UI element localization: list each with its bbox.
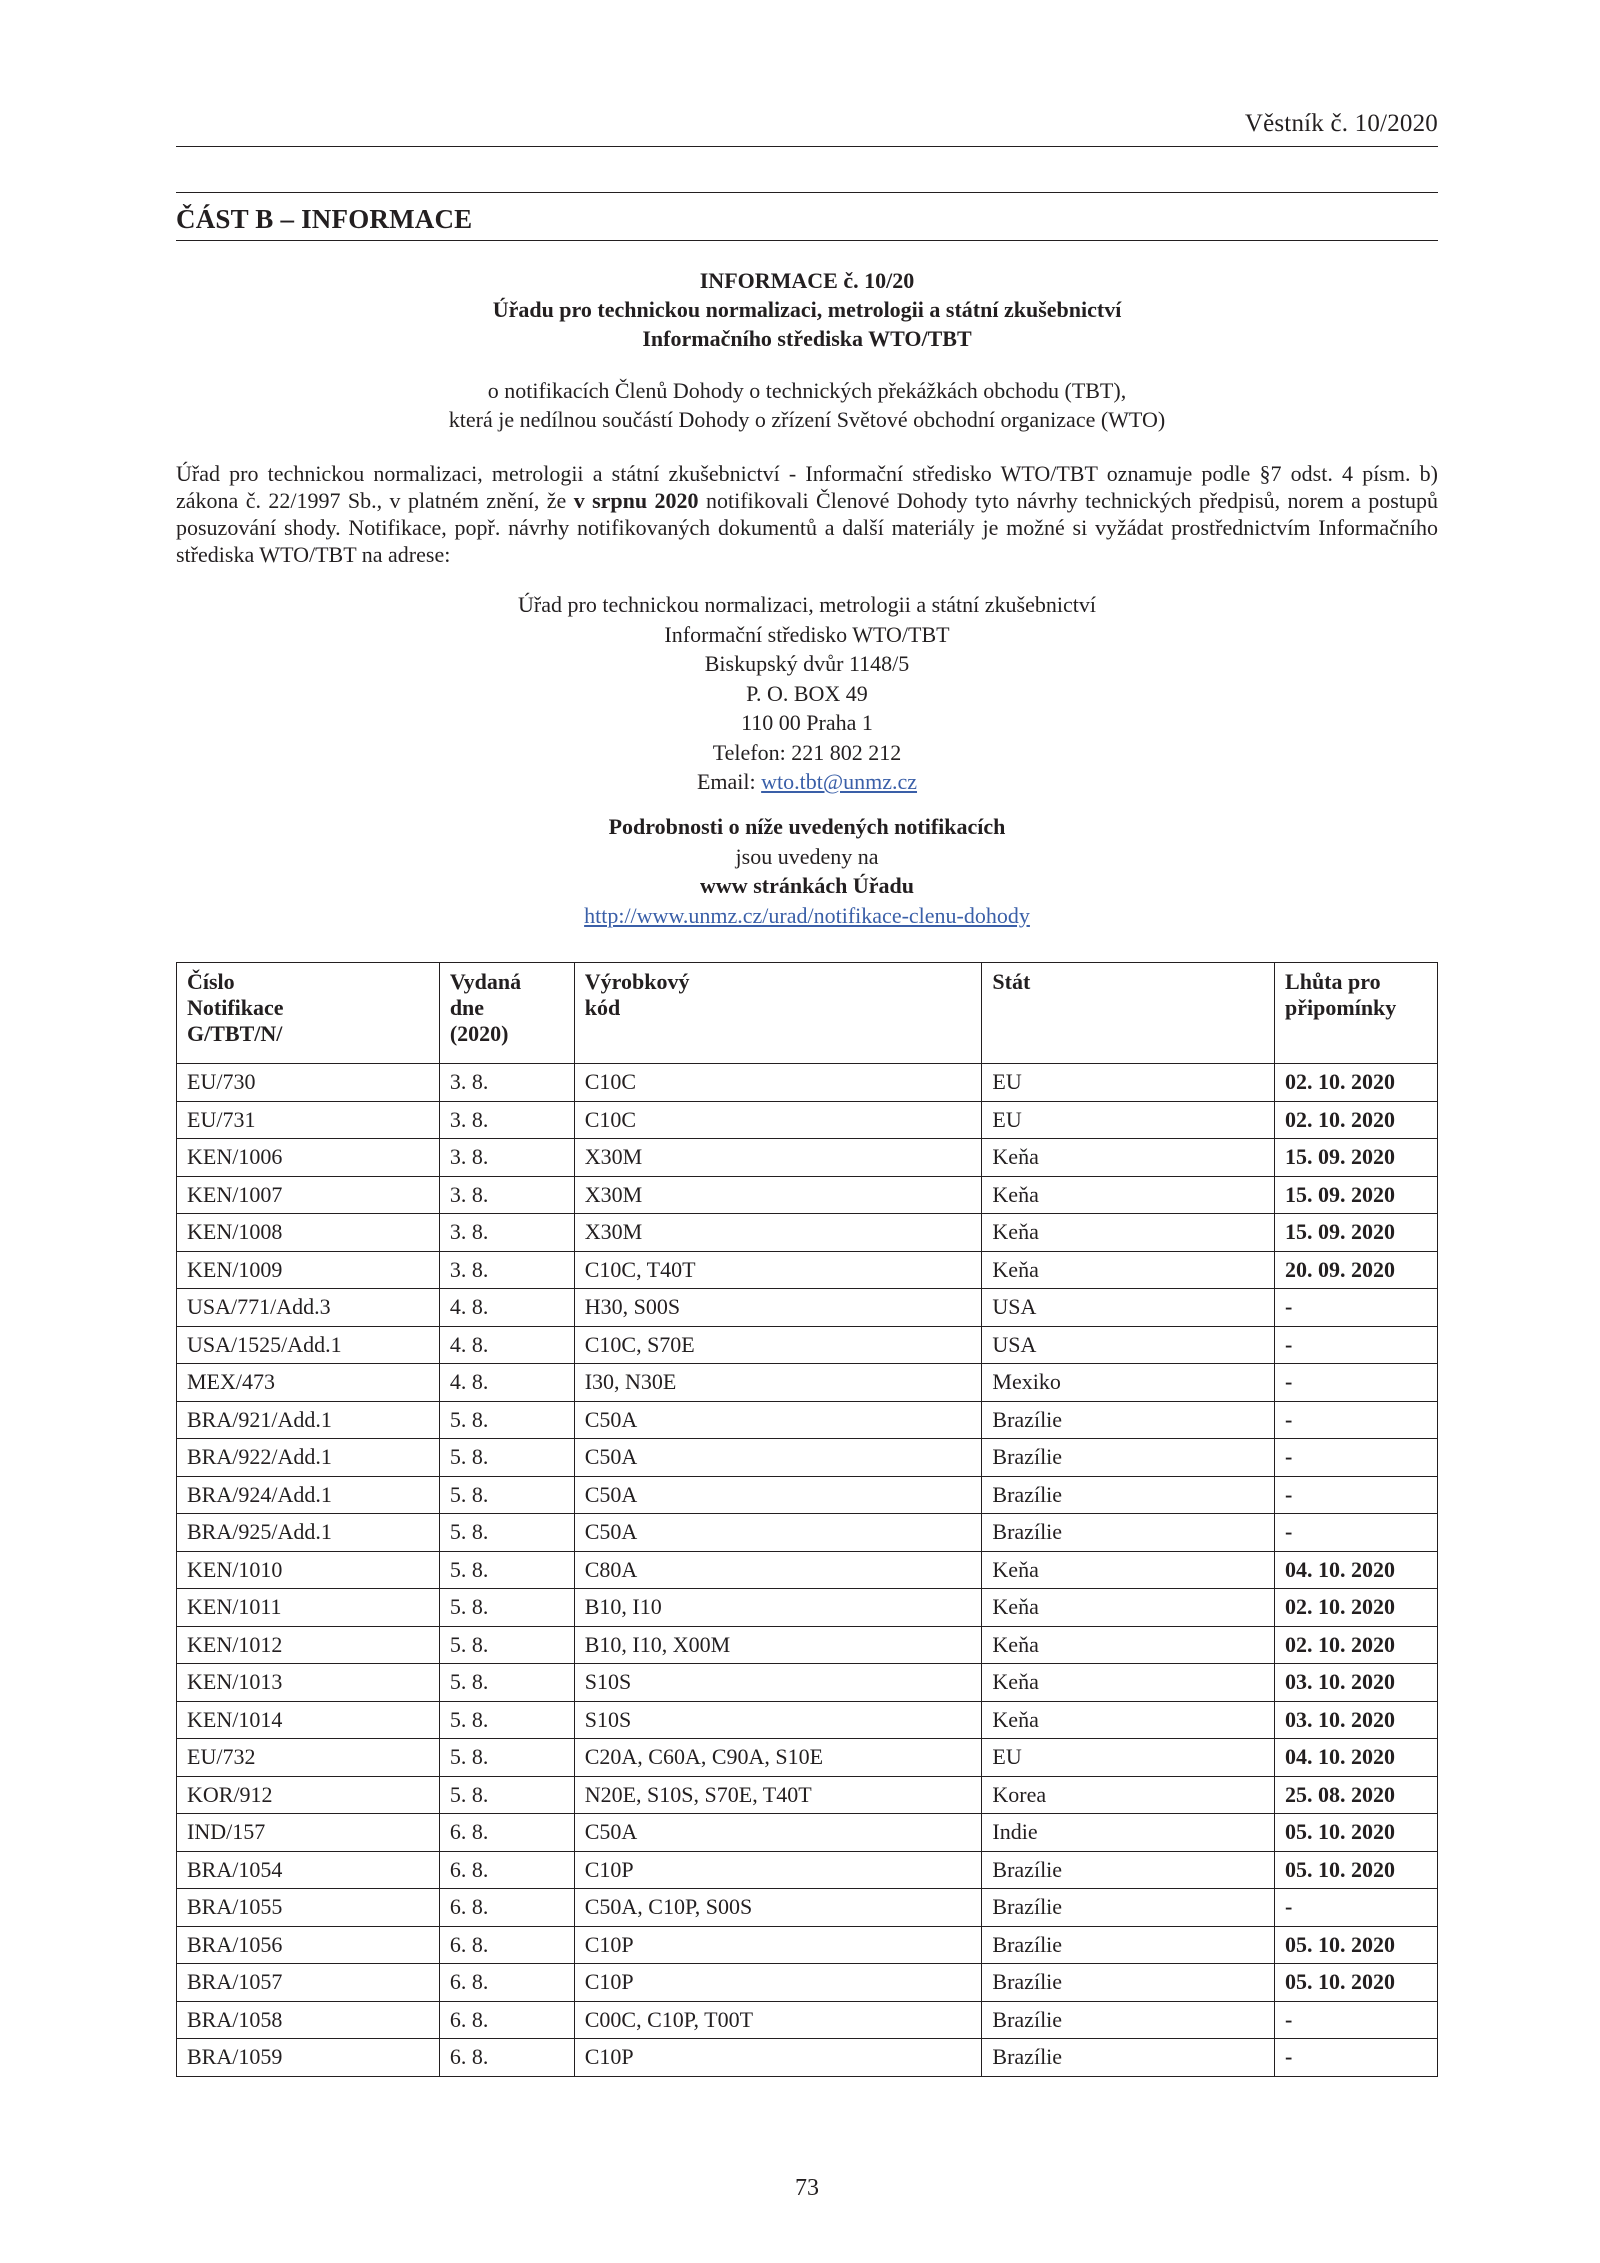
- info-number: INFORMACE č. 10/20: [699, 268, 915, 293]
- cell-country: EU: [982, 1101, 1275, 1139]
- cell-notification-number: USA/771/Add.3: [177, 1289, 440, 1327]
- cell-deadline: -: [1275, 1326, 1438, 1364]
- cell-issued-date: 5. 8.: [439, 1476, 574, 1514]
- table-row: [177, 2039, 1438, 2077]
- cell-country: EU: [982, 1739, 1275, 1777]
- cell-issued-date: 3. 8.: [439, 1176, 574, 1214]
- details-block: [176, 812, 1438, 930]
- cell-issued-date: 5. 8.: [439, 1589, 574, 1627]
- cell-product-code: B10, I10, X00M: [574, 1626, 982, 1664]
- cell-country: Brazílie: [982, 1889, 1275, 1927]
- notifications-table: [176, 962, 1438, 2077]
- cell-country: USA: [982, 1289, 1275, 1327]
- cell-deadline: -: [1275, 2039, 1438, 2077]
- cell-deadline: 05. 10. 2020: [1275, 1814, 1438, 1852]
- cell-country: Korea: [982, 1776, 1275, 1814]
- header-line: Lhůta pro: [1285, 969, 1381, 994]
- cell-country: Brazílie: [982, 2001, 1275, 2039]
- table-row: [177, 1589, 1438, 1627]
- cell-deadline: 02. 10. 2020: [1275, 1589, 1438, 1627]
- info-office: Úřadu pro technickou normalizaci, metrologii a státní zkušebnictví: [492, 297, 1122, 322]
- header-country: [982, 963, 1275, 1064]
- address-pobox: P. O. BOX 49: [746, 680, 868, 706]
- cell-country: Keňa: [982, 1589, 1275, 1627]
- cell-notification-number: IND/157: [177, 1814, 440, 1852]
- info-heading: [176, 266, 1438, 353]
- cell-notification-number: EU/732: [177, 1739, 440, 1777]
- cell-product-code: S10S: [574, 1664, 982, 1702]
- cell-country: Keňa: [982, 1176, 1275, 1214]
- cell-deadline: 05. 10. 2020: [1275, 1851, 1438, 1889]
- table-row: [177, 1889, 1438, 1927]
- cell-product-code: B10, I10: [574, 1589, 982, 1627]
- cell-country: Indie: [982, 1814, 1275, 1852]
- cell-issued-date: 6. 8.: [439, 1926, 574, 1964]
- cell-notification-number: KEN/1014: [177, 1701, 440, 1739]
- cell-deadline: 04. 10. 2020: [1275, 1739, 1438, 1777]
- table-body: [177, 1064, 1438, 2077]
- address-city: 110 00 Praha 1: [741, 710, 873, 735]
- cell-notification-number: EU/730: [177, 1064, 440, 1102]
- cell-notification-number: BRA/925/Add.1: [177, 1514, 440, 1552]
- cell-country: Keňa: [982, 1701, 1275, 1739]
- table-row: [177, 1664, 1438, 1702]
- cell-notification-number: BRA/1056: [177, 1926, 440, 1964]
- cell-country: Brazílie: [982, 1476, 1275, 1514]
- details-line3: www stránkách Úřadu: [700, 873, 914, 898]
- intro-period: v srpnu 2020: [573, 488, 699, 513]
- cell-issued-date: 3. 8.: [439, 1139, 574, 1177]
- cell-issued-date: 5. 8.: [439, 1626, 574, 1664]
- email-link[interactable]: wto.tbt@unmz.cz: [761, 769, 918, 794]
- table-row: [177, 1064, 1438, 1102]
- info-subtitle-line1: o notifikacích Členů Dohody o technických překážkách obchodu (TBT),: [487, 378, 1127, 403]
- cell-product-code: C20A, C60A, C90A, S10E: [574, 1739, 982, 1777]
- table-row: [177, 1251, 1438, 1289]
- header-line: připomínky: [1285, 995, 1397, 1020]
- cell-product-code: C10C, T40T: [574, 1251, 982, 1289]
- header-line: G/TBT/N/: [187, 1021, 283, 1046]
- section-divider-bottom: [176, 240, 1438, 241]
- cell-issued-date: 6. 8.: [439, 1851, 574, 1889]
- address-office: Úřad pro technickou normalizaci, metrologii a státní zkušebnictví: [518, 592, 1096, 617]
- cell-country: Keňa: [982, 1139, 1275, 1177]
- cell-notification-number: BRA/1059: [177, 2039, 440, 2077]
- header-divider: [176, 146, 1438, 147]
- cell-deadline: -: [1275, 1476, 1438, 1514]
- table-row: [177, 1476, 1438, 1514]
- cell-product-code: X30M: [574, 1139, 982, 1177]
- cell-country: Brazílie: [982, 1964, 1275, 2002]
- section-divider-top: [176, 192, 1438, 193]
- cell-issued-date: 4. 8.: [439, 1289, 574, 1327]
- cell-country: Keňa: [982, 1626, 1275, 1664]
- cell-deadline: -: [1275, 1514, 1438, 1552]
- cell-country: Brazílie: [982, 1401, 1275, 1439]
- cell-product-code: S10S: [574, 1701, 982, 1739]
- contact-address: [176, 590, 1438, 797]
- table-row: [177, 1139, 1438, 1177]
- cell-country: Keňa: [982, 1251, 1275, 1289]
- table-row: [177, 1776, 1438, 1814]
- cell-product-code: N20E, S10S, S70E, T40T: [574, 1776, 982, 1814]
- cell-deadline: -: [1275, 1401, 1438, 1439]
- table-row: [177, 1739, 1438, 1777]
- cell-product-code: X30M: [574, 1214, 982, 1252]
- cell-deadline: 02. 10. 2020: [1275, 1101, 1438, 1139]
- table-row: [177, 1814, 1438, 1852]
- cell-product-code: C50A: [574, 1439, 982, 1477]
- table-row: [177, 1514, 1438, 1552]
- cell-issued-date: 5. 8.: [439, 1514, 574, 1552]
- header-line: Výrobkový: [584, 969, 690, 994]
- cell-notification-number: KEN/1009: [177, 1251, 440, 1289]
- header-line: Číslo: [187, 969, 235, 994]
- address-phone: Telefon: 221 802 212: [712, 739, 902, 765]
- header-line: (2020): [449, 1021, 509, 1046]
- header-line: Vydaná: [449, 969, 522, 994]
- address-email-line: [176, 767, 1438, 797]
- intro-paragraph: [176, 460, 1438, 568]
- cell-notification-number: KEN/1006: [177, 1139, 440, 1177]
- cell-issued-date: 5. 8.: [439, 1664, 574, 1702]
- table-row: [177, 1626, 1438, 1664]
- cell-issued-date: 5. 8.: [439, 1551, 574, 1589]
- cell-country: USA: [982, 1326, 1275, 1364]
- header-comment-deadline: [1275, 963, 1438, 1064]
- address-street: Biskupský dvůr 1148/5: [704, 651, 910, 676]
- header-issued-date: [439, 963, 574, 1064]
- cell-deadline: 03. 10. 2020: [1275, 1701, 1438, 1739]
- cell-notification-number: BRA/1055: [177, 1889, 440, 1927]
- cell-notification-number: KEN/1012: [177, 1626, 440, 1664]
- cell-notification-number: EU/731: [177, 1101, 440, 1139]
- cell-notification-number: BRA/1057: [177, 1964, 440, 2002]
- cell-issued-date: 5. 8.: [439, 1739, 574, 1777]
- table-header-row: [177, 963, 1438, 1064]
- details-heading: Podrobnosti o níže uvedených notifikacích: [608, 814, 1006, 839]
- table-row: [177, 1851, 1438, 1889]
- cell-notification-number: USA/1525/Add.1: [177, 1326, 440, 1364]
- cell-product-code: C10P: [574, 1851, 982, 1889]
- cell-product-code: C10C, S70E: [574, 1326, 982, 1364]
- intro-text-end: notifikovali Členové Dohody tyto návrhy technických předpisů, norem a postupů posuzování shody. Notifikace, popř. návrhy notifikovaných dokumentů a další materiály je možné si vyžádat prostřednictvím Informačního střediska WTO/TBT na adrese:: [176, 488, 1438, 567]
- cell-issued-date: 3. 8.: [439, 1064, 574, 1102]
- cell-product-code: C50A, C10P, S00S: [574, 1889, 982, 1927]
- table-row: [177, 2001, 1438, 2039]
- cell-issued-date: 4. 8.: [439, 1326, 574, 1364]
- cell-product-code: C10P: [574, 1926, 982, 1964]
- cell-country: Brazílie: [982, 1514, 1275, 1552]
- cell-notification-number: BRA/924/Add.1: [177, 1476, 440, 1514]
- cell-product-code: C50A: [574, 1401, 982, 1439]
- cell-deadline: 03. 10. 2020: [1275, 1664, 1438, 1702]
- cell-product-code: I30, N30E: [574, 1364, 982, 1402]
- table-row: [177, 1289, 1438, 1327]
- header-line: dne: [449, 995, 485, 1020]
- cell-notification-number: BRA/1058: [177, 2001, 440, 2039]
- cell-product-code: C10C: [574, 1101, 982, 1139]
- cell-product-code: C50A: [574, 1514, 982, 1552]
- cell-issued-date: 6. 8.: [439, 2039, 574, 2077]
- cell-issued-date: 5. 8.: [439, 1439, 574, 1477]
- intro-text-start: Úřad pro technickou normalizaci, metrologii a státní zkušebnictví - Informační středisko WTO/TBT oznamuje podle §7 odst. 4 písm. b) zákona č. 22/1997 Sb., v platném znění, že: [176, 461, 1438, 513]
- cell-product-code: C00C, C10P, T00T: [574, 2001, 982, 2039]
- cell-issued-date: 6. 8.: [439, 1964, 574, 2002]
- address-centre: Informační středisko WTO/TBT: [664, 621, 950, 647]
- cell-product-code: C10P: [574, 2039, 982, 2077]
- running-header: Věstník č. 10/2020: [1244, 110, 1438, 137]
- cell-country: Brazílie: [982, 1851, 1275, 1889]
- cell-deadline: -: [1275, 1364, 1438, 1402]
- cell-issued-date: 3. 8.: [439, 1101, 574, 1139]
- details-line2: jsou uvedeny na: [735, 843, 879, 869]
- cell-deadline: 15. 09. 2020: [1275, 1214, 1438, 1252]
- cell-issued-date: 4. 8.: [439, 1364, 574, 1402]
- cell-country: Brazílie: [982, 1926, 1275, 1964]
- cell-country: Keňa: [982, 1664, 1275, 1702]
- cell-deadline: 15. 09. 2020: [1275, 1176, 1438, 1214]
- cell-deadline: -: [1275, 1439, 1438, 1477]
- table-row: [177, 1101, 1438, 1139]
- cell-product-code: C50A: [574, 1814, 982, 1852]
- cell-notification-number: KEN/1008: [177, 1214, 440, 1252]
- cell-deadline: -: [1275, 1289, 1438, 1327]
- cell-deadline: 20. 09. 2020: [1275, 1251, 1438, 1289]
- table-row: [177, 1701, 1438, 1739]
- cell-country: Keňa: [982, 1551, 1275, 1589]
- cell-deadline: 02. 10. 2020: [1275, 1064, 1438, 1102]
- cell-country: Mexiko: [982, 1364, 1275, 1402]
- cell-country: Brazílie: [982, 2039, 1275, 2077]
- cell-issued-date: 5. 8.: [439, 1776, 574, 1814]
- cell-product-code: C80A: [574, 1551, 982, 1589]
- email-label: Email:: [696, 769, 762, 794]
- cell-issued-date: 6. 8.: [439, 1889, 574, 1927]
- info-subtitle-line2: která je nedílnou součástí Dohody o zřízení Světové obchodní organizace (WTO): [448, 407, 1166, 432]
- cell-deadline: 05. 10. 2020: [1275, 1964, 1438, 2002]
- cell-product-code: C10P: [574, 1964, 982, 2002]
- header-line: kód: [584, 995, 621, 1020]
- info-subtitle: [176, 376, 1438, 434]
- cell-notification-number: KEN/1007: [177, 1176, 440, 1214]
- cell-notification-number: KOR/912: [177, 1776, 440, 1814]
- page-number: 73: [795, 2175, 819, 2201]
- table-row: [177, 1401, 1438, 1439]
- cell-deadline: -: [1275, 1889, 1438, 1927]
- cell-deadline: 02. 10. 2020: [1275, 1626, 1438, 1664]
- cell-notification-number: BRA/1054: [177, 1851, 440, 1889]
- cell-deadline: 25. 08. 2020: [1275, 1776, 1438, 1814]
- cell-notification-number: KEN/1013: [177, 1664, 440, 1702]
- cell-product-code: X30M: [574, 1176, 982, 1214]
- details-url-link[interactable]: http://www.unmz.cz/urad/notifikace-clenu-dohody: [584, 902, 1030, 928]
- cell-product-code: C50A: [574, 1476, 982, 1514]
- header-notification-number: [177, 963, 440, 1064]
- cell-issued-date: 3. 8.: [439, 1214, 574, 1252]
- cell-notification-number: MEX/473: [177, 1364, 440, 1402]
- table-row: [177, 1964, 1438, 2002]
- table-row: [177, 1926, 1438, 1964]
- table-row: [177, 1326, 1438, 1364]
- cell-product-code: H30, S00S: [574, 1289, 982, 1327]
- cell-deadline: 05. 10. 2020: [1275, 1926, 1438, 1964]
- cell-country: EU: [982, 1064, 1275, 1102]
- table-row: [177, 1551, 1438, 1589]
- info-centre: Informačního střediska WTO/TBT: [642, 326, 972, 351]
- header-line: Stát: [992, 969, 1031, 994]
- table-row: [177, 1364, 1438, 1402]
- cell-product-code: C10C: [574, 1064, 982, 1102]
- header-product-code: [574, 963, 982, 1064]
- cell-issued-date: 5. 8.: [439, 1401, 574, 1439]
- cell-deadline: 04. 10. 2020: [1275, 1551, 1438, 1589]
- table-row: [177, 1214, 1438, 1252]
- cell-deadline: -: [1275, 2001, 1438, 2039]
- table-row: [177, 1439, 1438, 1477]
- cell-notification-number: BRA/921/Add.1: [177, 1401, 440, 1439]
- cell-notification-number: KEN/1011: [177, 1589, 440, 1627]
- cell-issued-date: 6. 8.: [439, 1814, 574, 1852]
- cell-country: Keňa: [982, 1214, 1275, 1252]
- header-line: Notifikace: [187, 995, 284, 1020]
- cell-notification-number: KEN/1010: [177, 1551, 440, 1589]
- cell-issued-date: 5. 8.: [439, 1701, 574, 1739]
- section-title: ČÁST B – INFORMACE: [176, 204, 473, 234]
- cell-notification-number: BRA/922/Add.1: [177, 1439, 440, 1477]
- cell-deadline: 15. 09. 2020: [1275, 1139, 1438, 1177]
- table-row: [177, 1176, 1438, 1214]
- cell-country: Brazílie: [982, 1439, 1275, 1477]
- cell-issued-date: 6. 8.: [439, 2001, 574, 2039]
- cell-issued-date: 3. 8.: [439, 1251, 574, 1289]
